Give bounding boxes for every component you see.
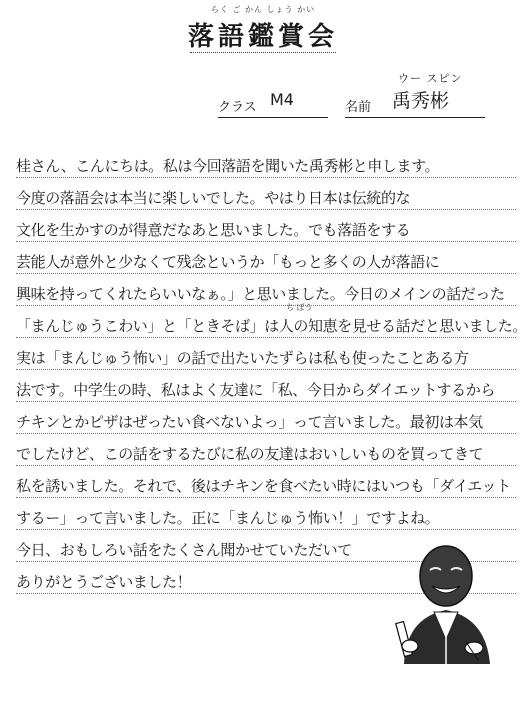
name-value: 禹秀彬	[392, 90, 450, 112]
class-field-line	[218, 117, 328, 118]
essay-line	[16, 274, 516, 306]
page-title: 落語鑑賞会	[187, 22, 338, 52]
essay-body	[16, 146, 528, 594]
essay-line	[16, 434, 516, 466]
name-ruby: ウー スピン	[398, 72, 463, 85]
essay-line-text: ありがとうございました！	[16, 573, 192, 591]
inline-ruby: ち ぼう	[286, 303, 313, 312]
left-hand-shape	[402, 640, 418, 652]
essay-line	[16, 402, 516, 434]
essay-line-text: 私を誘いました。それで、後はチキンを食べたい時にはいつも「ダイエット	[16, 477, 511, 495]
essay-line	[16, 498, 516, 530]
essay-line-text: 今度の落語会は本当に楽しいでした。やはり日本は伝統的な	[16, 189, 411, 207]
class-value: M4	[270, 90, 294, 109]
essay-line	[16, 242, 516, 274]
name-label: 名前	[345, 100, 372, 115]
name-field-line	[345, 117, 485, 118]
essay-line-text: するー」って言いました。正に「まんじゅう怖い！」ですよね。	[16, 509, 440, 527]
rakugo-performer-illustration	[386, 536, 506, 666]
essay-line-text: 今日、おもしろい話をたくさん聞かせていただいて	[16, 541, 352, 559]
essay-line-text: 実は「まんじゅう怖い」の話で出たいたずらは私も使ったことある方	[16, 349, 469, 367]
essay-line-text: 興味を持ってくれたらいいなぁ。」と思いました。今日のメインの話だった	[16, 285, 505, 303]
essay-line	[16, 178, 516, 210]
essay-line	[16, 370, 516, 402]
essay-line-text: 「まんじゅうこわい」と「ときそば」は人の知恵を見せる話だと思いました。	[16, 317, 528, 335]
essay-line-text: 文化を生かすのが得意だなあと思いました。でも落語をする	[16, 221, 411, 239]
title-ruby: らく ご かん しょう かい	[210, 5, 316, 14]
essay-line	[16, 210, 516, 242]
essay-line-text: 桂さん、こんにちは。私は今回落語を聞いた禹秀彬と申します。	[16, 157, 440, 175]
essay-line-text: でしたけど、この話をするたびに私の友達はおいしいものを買ってきて	[16, 445, 484, 463]
essay-line-text: チキンとかピザはぜったい食べないよっ」って言いました。最初は本気	[16, 413, 483, 431]
essay-line	[16, 466, 516, 498]
essay-line	[16, 303, 528, 338]
title-underline	[190, 52, 336, 53]
essay-line	[16, 338, 516, 370]
essay-line-text: 芸能人が意外と少なくて残念というか「もっと多くの人が落語に	[16, 253, 440, 271]
class-label: クラス	[218, 100, 257, 115]
essay-line-text: 法です。中学生の時、私はよく友達に「私、今日からダイエットするから	[16, 381, 495, 399]
head-shape	[420, 546, 472, 606]
essay-line	[16, 146, 516, 178]
